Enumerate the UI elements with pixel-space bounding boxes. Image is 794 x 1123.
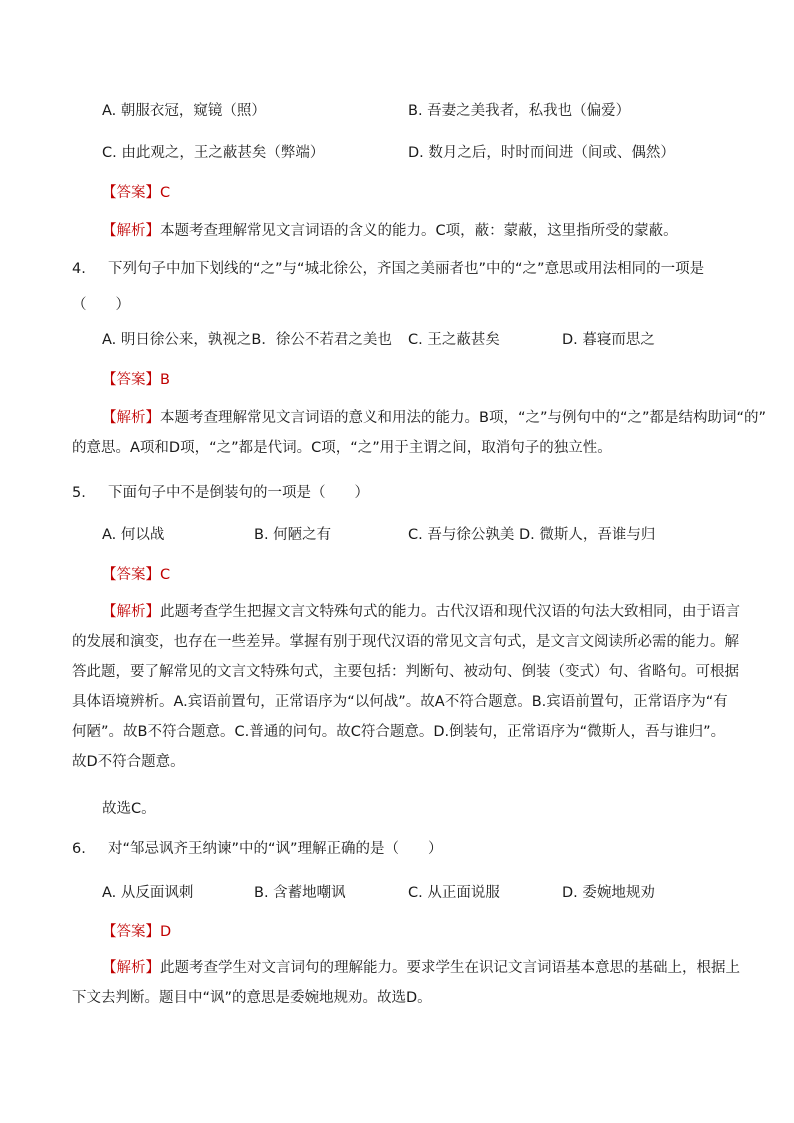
q4-stem-bracket: （ ） xyxy=(72,297,130,313)
analysis-line: 的意思。A项和D项，“之”都是代词。C项，“之”用于主谓之间，取消句子的独立性。 xyxy=(72,440,612,456)
question-stem-text: 下面句子中不是倒装句的一项是（ ） xyxy=(108,485,369,501)
question-stem-text: 对“邹忌讽齐王纳谏”中的“讽”理解正确的是（ ） xyxy=(108,841,443,857)
analysis-line xyxy=(72,958,740,988)
q3-option-a: A. 朝服衣冠，窥镜（照） xyxy=(102,103,266,119)
q4-analysis xyxy=(72,408,767,468)
q4-option-d: D. 暮寝而思之 xyxy=(562,332,655,348)
q6-option-a: A. 从反面讽刺 xyxy=(102,885,194,901)
analysis-line xyxy=(72,408,767,438)
analysis-text: 此题考查学生把握文言文特殊句式的能力。古代汉语和现代汉语的句法大致相同，由于语言 xyxy=(160,604,740,620)
analysis-text: 本题考查理解常见文言词语的意义和用法的能力。B项，“之”与例句中的“之”都是结构助词“的” xyxy=(160,410,767,426)
question-stem-text: 下列句子中加下划线的“之”与“城北徐公，齐国之美丽者也”中的“之”意思或用法相同的一项是 xyxy=(108,261,705,277)
q6-option-c: C. 从正面说服 xyxy=(408,885,500,901)
analysis-line: 下文去判断。题目中“讽”的意思是委婉地规劝。故选D。 xyxy=(72,990,432,1006)
q3-analysis xyxy=(102,221,678,241)
q4-option-c: C. 王之蔽甚矣 xyxy=(408,332,500,348)
analysis-tag: 【解析】 xyxy=(102,410,160,426)
q6-analysis xyxy=(72,958,740,1018)
answer-value: D xyxy=(160,924,172,940)
analysis-line: 答此题，要了解常见的文言文特殊句式，主要包括：判断句、被动句、倒装（变式）句、省略句。可根据 xyxy=(72,664,739,680)
answer-value: C xyxy=(160,185,171,201)
analysis-tag: 【解析】 xyxy=(102,223,160,239)
q5-analysis xyxy=(72,602,740,782)
analysis-line: 具体语境辨析。A.宾语前置句，正常语序为“以何战”。故A不符合题意。B.宾语前置句，正常语序为“有 xyxy=(72,694,728,710)
analysis-line: 的发展和演变，也存在一些差异。掌握有别于现代汉语的常见文言句式，是文言文阅读所必需的能力。解 xyxy=(72,634,739,650)
question-number: 4. xyxy=(72,261,86,277)
q5-option-cd: C. 吾与徐公孰美 D. 微斯人，吾谁与归 xyxy=(408,527,656,543)
q6-answer xyxy=(102,922,171,942)
q3-option-d: D. 数月之后，时时而间进（间或、偶然） xyxy=(408,145,675,161)
question-number: 6. xyxy=(72,841,86,857)
q5-answer xyxy=(102,565,170,585)
answer-tag: 【答案】 xyxy=(102,185,160,201)
analysis-line: 故D不符合题意。 xyxy=(72,754,185,770)
q3-option-c: C. 由此观之，王之蔽甚矣（弊端） xyxy=(102,145,325,161)
answer-value: B xyxy=(160,372,170,388)
q5-conclusion: 故选C。 xyxy=(102,801,156,817)
analysis-tag: 【解析】 xyxy=(102,604,160,620)
q3-option-b: B. 吾妻之美我者，私我也（偏爱） xyxy=(408,103,631,119)
answer-tag: 【答案】 xyxy=(102,372,160,388)
q6-option-d: D. 委婉地规劝 xyxy=(562,885,655,901)
answer-tag: 【答案】 xyxy=(102,924,160,940)
analysis-tag: 【解析】 xyxy=(102,960,160,976)
q4-answer xyxy=(102,370,170,390)
q5-option-a: A. 何以战 xyxy=(102,527,165,543)
analysis-text: 本题考查理解常见文言词语的含义的能力。C项，蔽：蒙蔽，这里指所受的蒙蔽。 xyxy=(160,223,678,239)
question-number: 5. xyxy=(72,485,86,501)
analysis-line xyxy=(72,602,740,632)
answer-value: C xyxy=(160,567,171,583)
answer-tag: 【答案】 xyxy=(102,567,160,583)
analysis-line: 何陋”。故B不符合题意。C.普通的问句。故C符合题意。D.倒装句，正常语序为“微斯人，吾与谁归”。 xyxy=(72,724,726,740)
q5-option-b: B. 何陋之有 xyxy=(254,527,332,543)
analysis-text: 此题考查学生对文言词句的理解能力。要求学生在识记文言词语基本意思的基础上，根据上 xyxy=(160,960,740,976)
q6-option-b: B. 含蓄地嘲讽 xyxy=(254,885,346,901)
q3-answer xyxy=(102,183,170,203)
q4-option-ab: A. 明日徐公来，孰视之B．徐公不若君之美也 xyxy=(102,332,392,348)
